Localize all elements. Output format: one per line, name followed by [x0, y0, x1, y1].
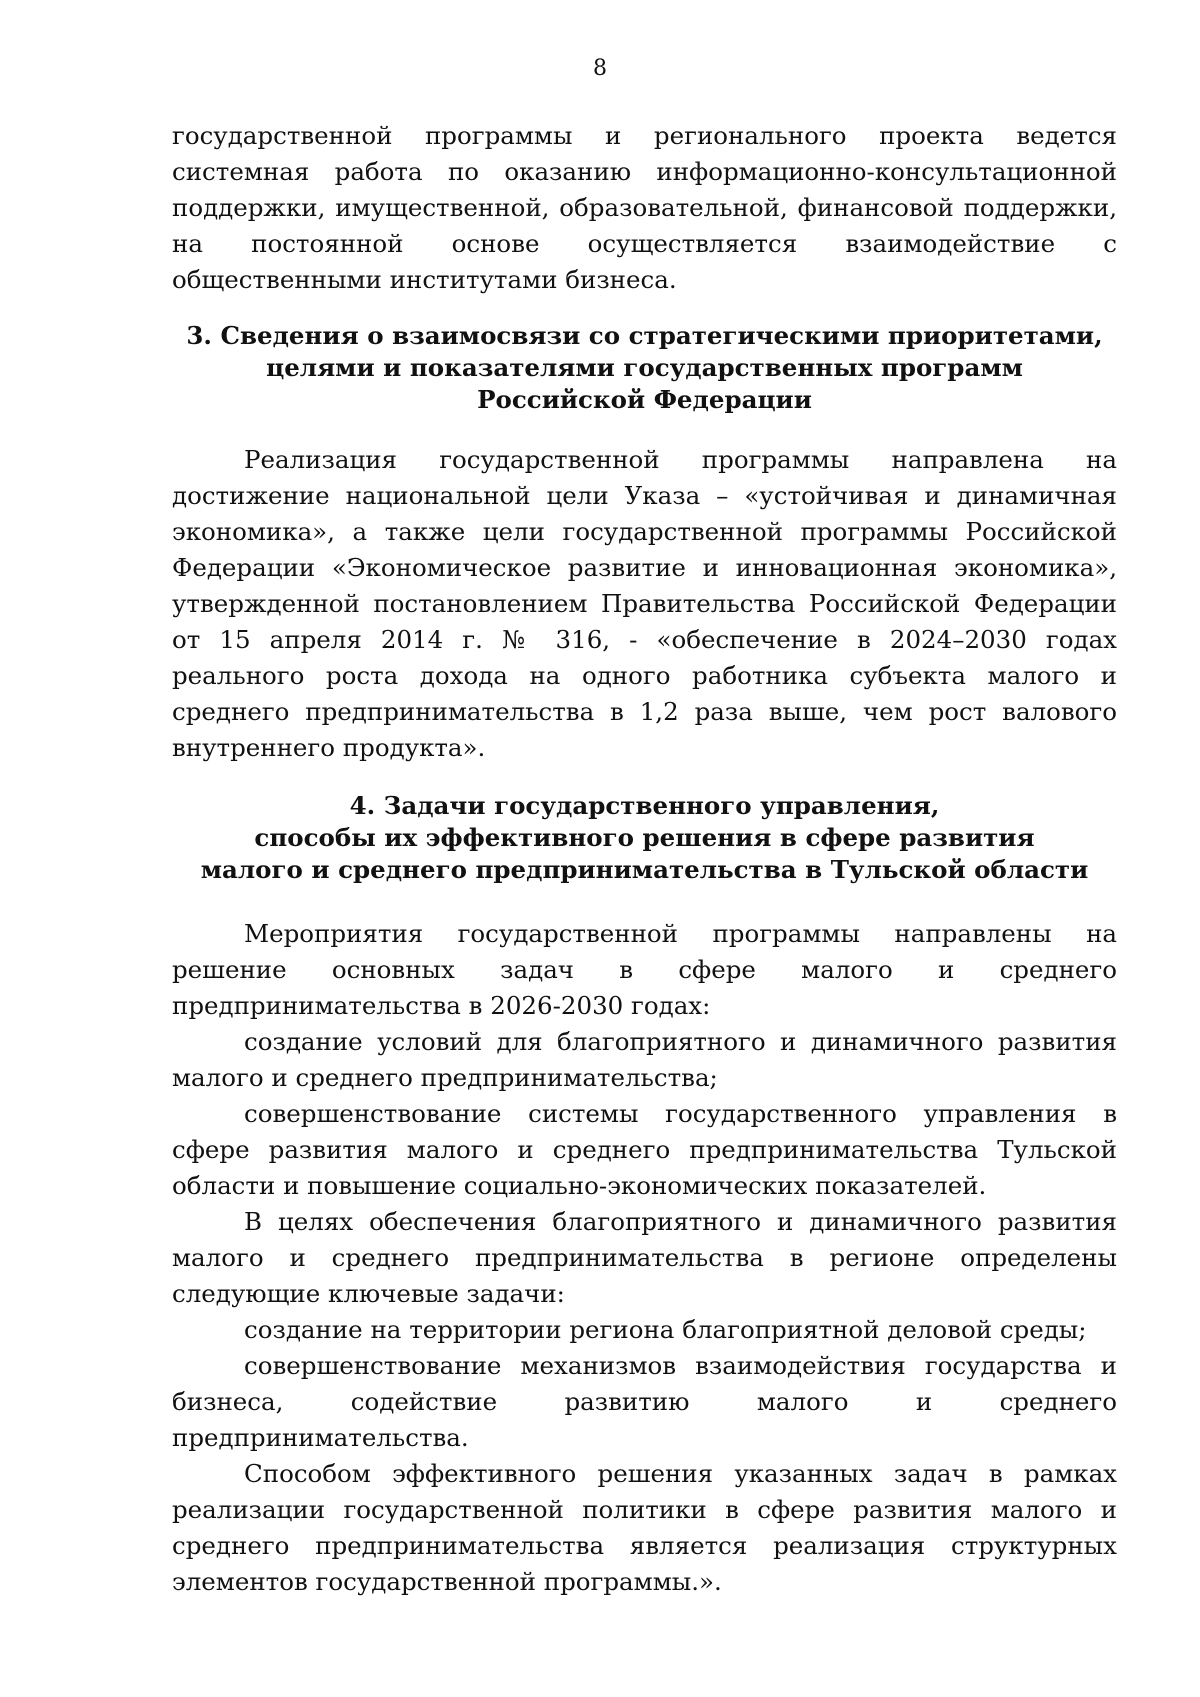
section-4-heading [172, 790, 1117, 886]
section-4-heading-line: 4. Задачи государственного управления, [349, 791, 940, 820]
section-3-paragraph: Реализация государственной программы направлена на достижение национальной цели Указа – «устойчивая и динамичная экономика», а также цели государственной программы Российской Федерации «Экономическое развитие и инновационная экономика», утвержденной постановлением Правительства Российской Федерации от 15 апреля 2014 г. № 316, - «обеспечение в 2024–2030 годах реального роста дохода на одного работника субъекта малого и среднего предпринимательства в 1,2 раза выше, чем рост валового внутреннего продукта». [172, 445, 1117, 762]
page-number: 8 [593, 56, 607, 81]
section-4-paragraph: Способом эффективного решения указанных задач в рамках реализации государственной политики в сфере развития малого и среднего предпринимательства является реализация структурных элементов государственной программы.». [172, 1459, 1117, 1596]
section-4-paragraph: Мероприятия государственной программы направлены на решение основных задач в сфере малого и среднего предпринимательства в 2026-2030 годах: [172, 919, 1117, 1020]
page-content [172, 118, 1117, 1600]
section-3-heading-line: 3. Сведения о взаимосвязи со стратегическими приоритетами, [186, 321, 1103, 350]
section-4-paragraph: В целях обеспечения благоприятного и динамичного развития малого и среднего предпринимательства в регионе определены следующие ключевые задачи: [172, 1207, 1117, 1308]
section-4-paragraph: совершенствование механизмов взаимодействия государства и бизнеса, содействие развитию малого и среднего предпринимательства. [172, 1351, 1117, 1452]
intro-paragraph: государственной программы и регионального проекта ведется системная работа по оказанию информационно-консультационной поддержки, имущественной, образовательной, финансовой поддержки, на постоянной основе осуществляется взаимодействие с общественными институтами бизнеса. [172, 121, 1117, 294]
section-4-paragraph: создание условий для благоприятного и динамичного развития малого и среднего предпринимательства; [172, 1027, 1117, 1092]
section-4-heading-line: способы их эффективного решения в сфере развития [254, 823, 1035, 852]
section-3-heading-line: целями и показателями государственных программ [266, 353, 1023, 382]
section-4-paragraph: создание на территории региона благоприятной деловой среды; [244, 1315, 1087, 1344]
section-4-heading-line: малого и среднего предпринимательства в Тульской области [200, 855, 1089, 884]
section-3-heading [172, 320, 1117, 416]
section-3-heading-line: Российской Федерации [477, 385, 812, 414]
section-4-paragraph: совершенствование системы государственного управления в сфере развития малого и среднего предпринимательства Тульской области и повышение социально-экономических показателей. [172, 1099, 1117, 1200]
